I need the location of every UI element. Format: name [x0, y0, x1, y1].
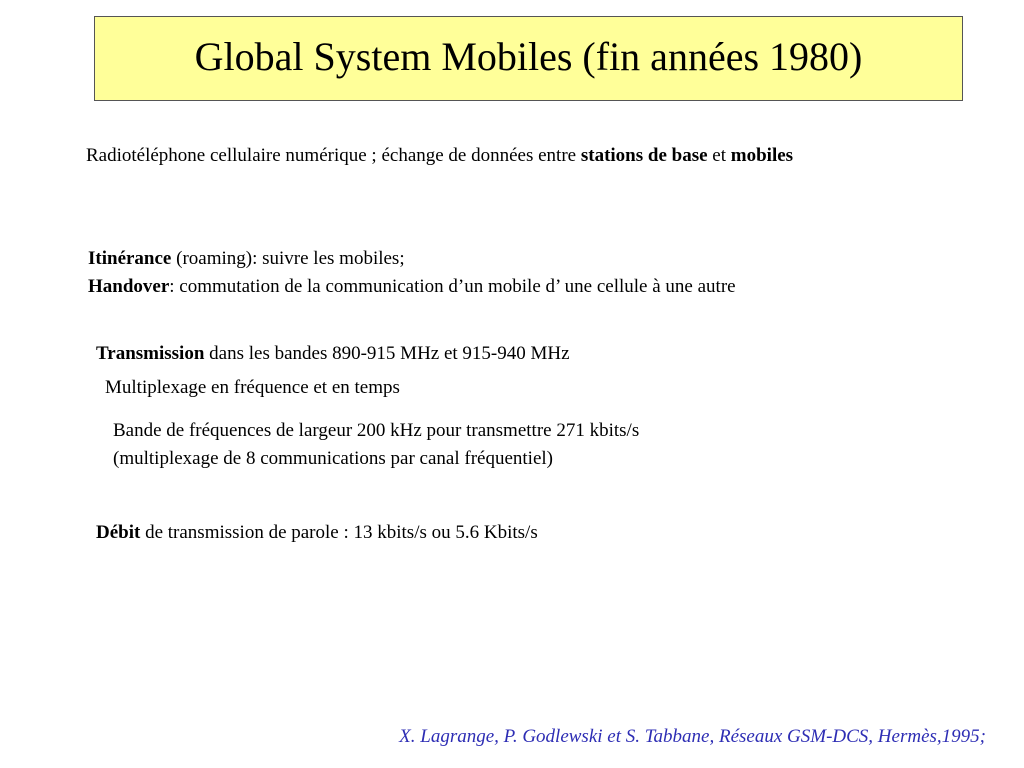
handover-term: Handover [88, 276, 170, 297]
transmission-text: dans les bandes 890-915 MHz et 915-940 MHz [204, 343, 570, 364]
intro-line [86, 146, 793, 165]
transmission-term: Transmission [96, 343, 205, 364]
debit-text: de transmission de parole : 13 kbits/s ou 5.6 Kbits/s [140, 522, 538, 543]
bibliographic-reference: X. Lagrange, P. Godlewski et S. Tabbane, Réseaux GSM-DCS, Hermès,1995; [399, 726, 986, 747]
itinerance-line [88, 249, 405, 268]
bande-line-2: (multiplexage de 8 communications par canal fréquentiel) [113, 448, 553, 469]
debit-line [96, 523, 538, 542]
multiplexage-line: Multiplexage en fréquence et en temps [105, 377, 400, 398]
bande-line-1: Bande de fréquences de largeur 200 kHz pour transmettre 271 kbits/s [113, 420, 640, 441]
debit-term: Débit [96, 522, 141, 543]
transmission-line [96, 344, 570, 363]
itinerance-term: Itinérance [88, 248, 172, 269]
handover-text: : commutation de la communication d’un mobile d’ une cellule à une autre [169, 276, 736, 297]
intro-stations-de-base: stations de base [580, 145, 708, 166]
slide-title: Global System Mobiles (fin années 1980) [194, 33, 863, 79]
itinerance-text: (roaming): suivre les mobiles; [171, 248, 405, 269]
intro-connector: et [707, 145, 731, 166]
handover-line [88, 277, 736, 296]
intro-text: Radiotéléphone cellulaire numérique ; échange de données entre [86, 145, 581, 166]
intro-mobiles: mobiles [730, 145, 794, 166]
title-box [94, 16, 963, 101]
